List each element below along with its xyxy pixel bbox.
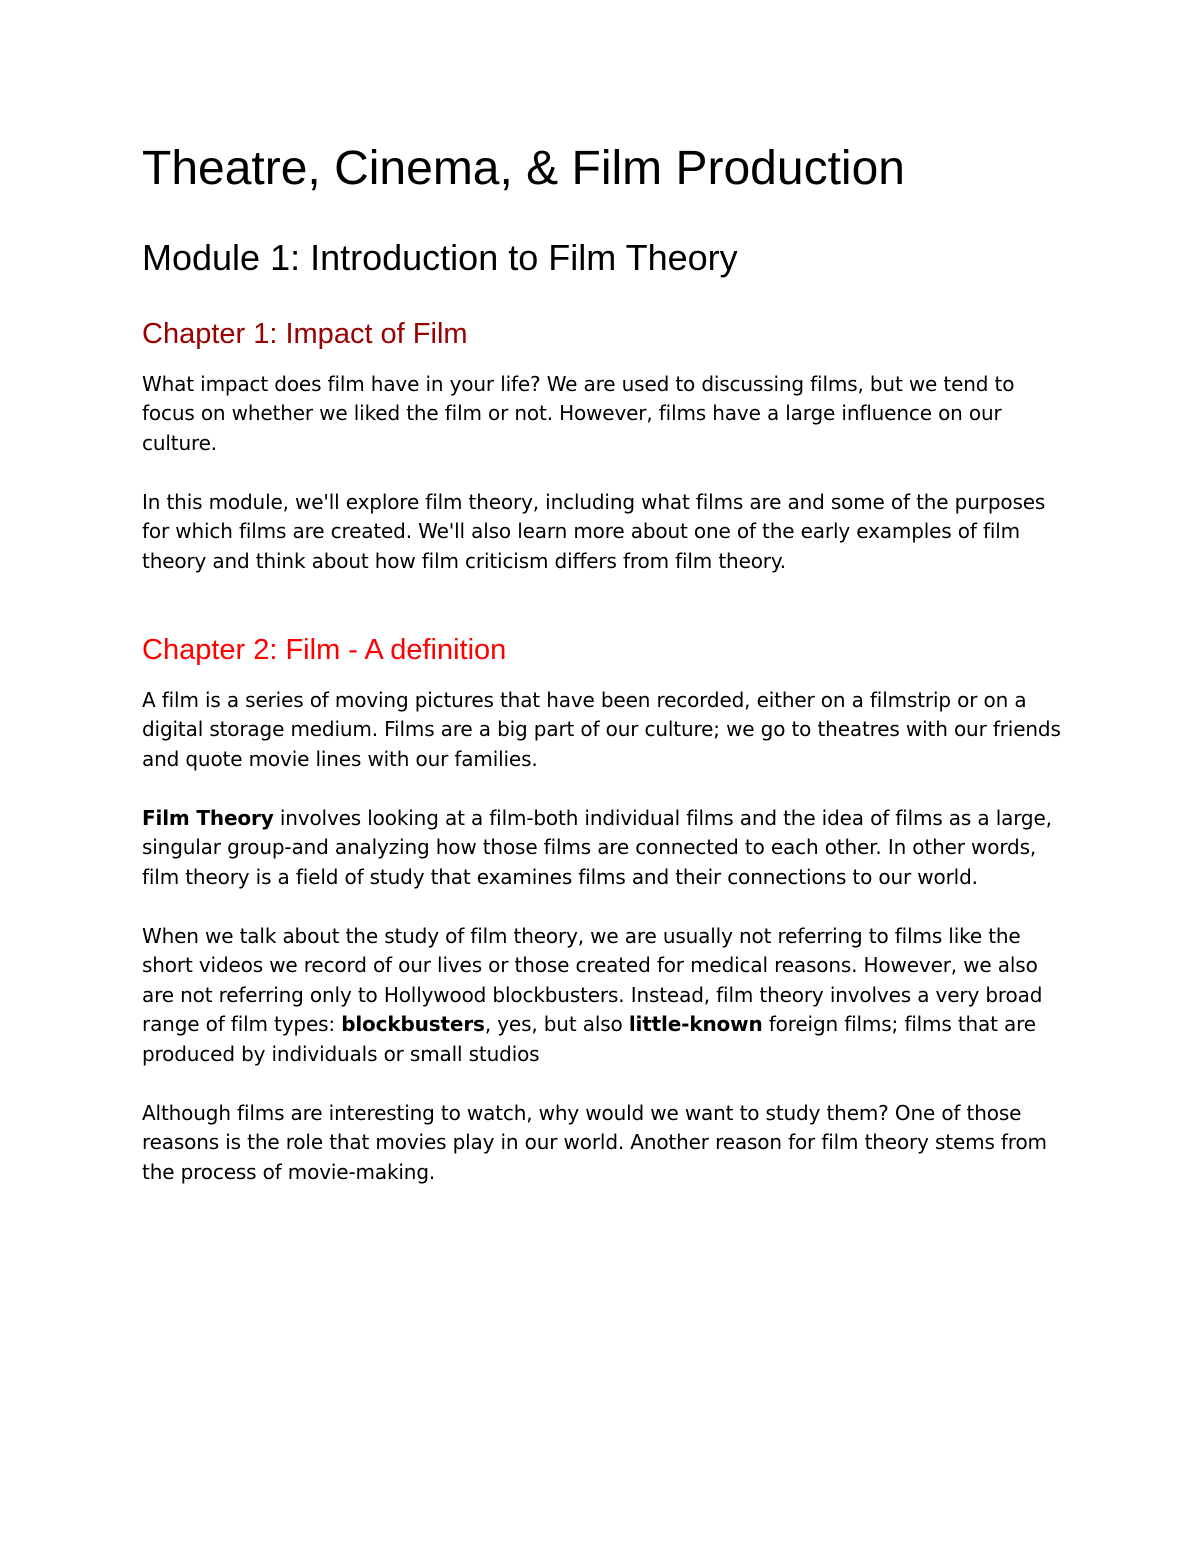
chapter-2-paragraph-4: Although films are interesting to watch, why would we want to study them? One of those reasons is the role that movies play in our world. Another reason for film theory stems from the process of movie-making. (142, 1100, 1047, 1184)
chapter-1-paragraph-2: In this module, we'll explore film theory, including what films are and some of the purposes for which films are created. We'll also learn more about one of the early examples of film theory and think about how film criticism differs from film theory. (142, 489, 1046, 573)
chapter-1-heading: Chapter 1: Impact of Film (142, 317, 468, 350)
paragraph-3-text-3: foreign films; films that are produced by individuals or small studios (142, 1012, 1036, 1066)
document-title: Theatre, Cinema, & Film Production (142, 142, 905, 195)
document-body (142, 140, 1072, 1187)
paragraph-3-text-2: , yes, but also (484, 1012, 629, 1037)
film-theory-definition: involves looking at a film-both individual films and the idea of films as a large, singular group-and analyzing how those films are connected to each other. In other words, film theory is a field of study that examines films and their connections to our world. (142, 805, 1052, 889)
paragraph-3-text-1: When we talk about the study of film theory, we are usually not referring to films like the short videos we record of our lives or those created for medical reasons. However, we also are not referring only to Hollywood blockbusters. Instead, film theory involves a very broad range of film types: (142, 923, 1043, 1037)
chapter-2-paragraph-1: A film is a series of moving pictures that have been recorded, either on a filmstrip or on a digital storage medium. Films are a big part of our culture; we go to theatres with our friends and quote movie lines with our families. (142, 687, 1061, 771)
little-known-term: little-known (628, 1012, 763, 1037)
chapter-1-paragraph-1: What impact does film have in your life? We are used to discussing films, but we tend to focus on whether we liked the film or not. However, films have a large influence on our culture. (142, 371, 1015, 455)
chapter-2-heading: Chapter 2: Film - A definition (142, 634, 507, 667)
film-theory-term: Film Theory (142, 805, 274, 830)
chapter-2-paragraph-2 (142, 804, 1072, 893)
chapter-2-paragraph-3 (142, 922, 1072, 1070)
blockbusters-term: blockbusters (341, 1012, 485, 1037)
module-title: Module 1: Introduction to Film Theory (142, 236, 738, 278)
